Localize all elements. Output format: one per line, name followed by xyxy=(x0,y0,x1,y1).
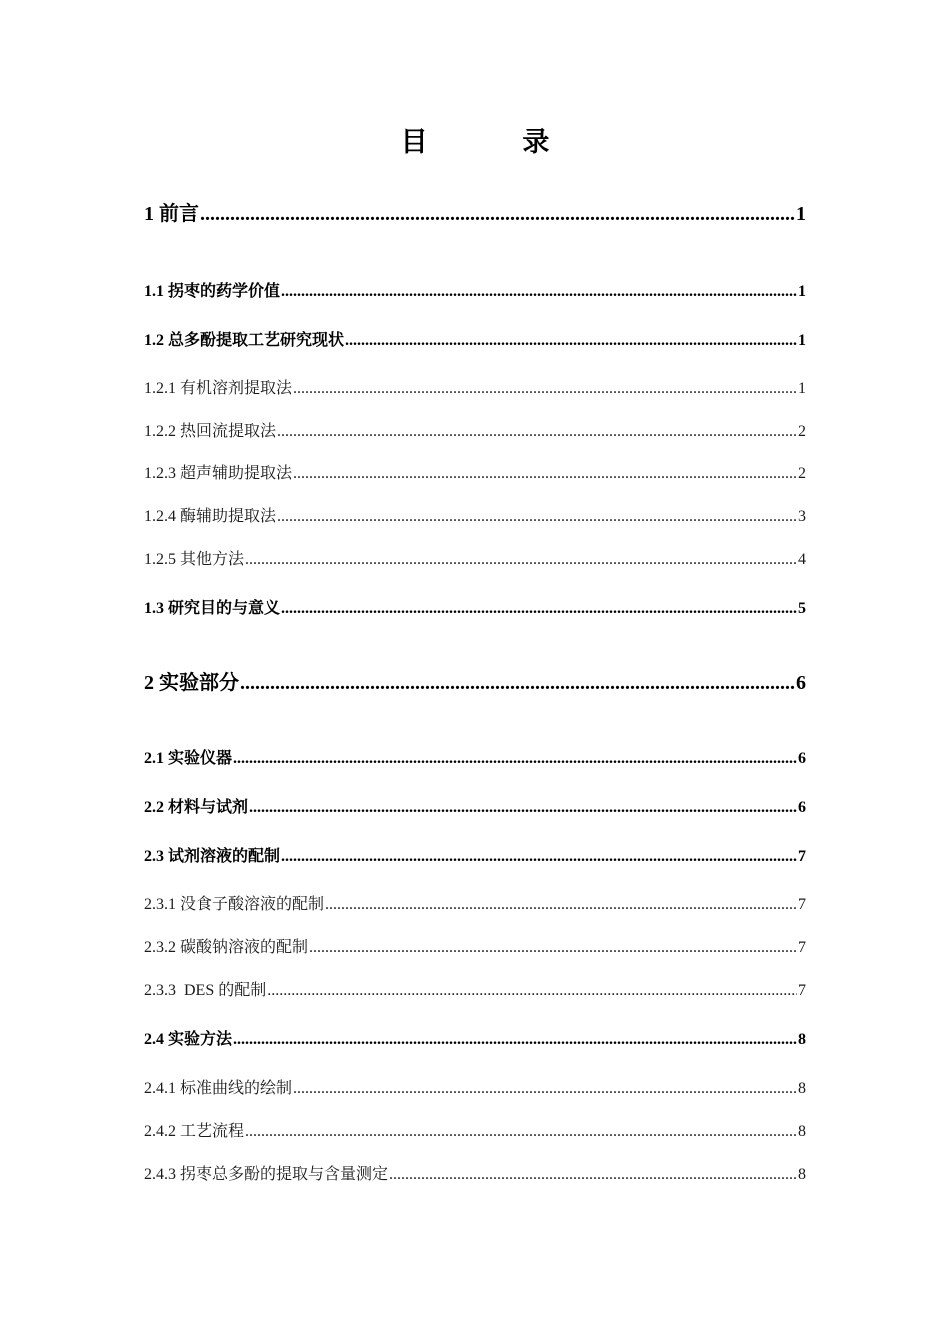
toc-entry-label: 2.4 实验方法 xyxy=(144,1031,233,1048)
toc-entry-label: 2.3.2 碳酸钠溶液的配制 xyxy=(144,939,309,956)
toc-entry-page: 1 xyxy=(798,283,806,300)
toc-dot-leader xyxy=(249,797,797,819)
toc-entry-page: 6 xyxy=(798,750,806,767)
toc-entry-page: 7 xyxy=(798,848,806,865)
toc-entry-2-3-2[interactable] xyxy=(144,937,806,959)
toc-entry-label: 1.3 研究目的与意义 xyxy=(144,600,281,617)
toc-dot-leader xyxy=(325,894,797,916)
toc-entry-1-2-3[interactable] xyxy=(144,463,806,485)
toc-entry-page: 6 xyxy=(798,799,806,816)
toc-entry-1[interactable] xyxy=(144,201,806,227)
toc-dot-leader xyxy=(240,670,795,696)
toc-dot-leader xyxy=(309,937,797,959)
toc-entry-label: 1.2.5 其他方法 xyxy=(144,551,245,568)
toc-entry-1-2-5[interactable] xyxy=(144,549,806,571)
toc-entry-page: 1 xyxy=(796,203,806,225)
toc-dot-leader xyxy=(293,463,797,485)
toc-dot-leader xyxy=(245,1121,797,1143)
toc-entry-label: 1.2.2 热回流提取法 xyxy=(144,423,277,440)
toc-entry-label: 2.3.1 没食子酸溶液的配制 xyxy=(144,896,325,913)
toc-entry-label: 2.1 实验仪器 xyxy=(144,750,233,767)
toc-entry-label: 2.4.2 工艺流程 xyxy=(144,1123,245,1140)
toc-entry-page: 7 xyxy=(798,896,806,913)
toc-entry-2-4-3[interactable] xyxy=(144,1164,806,1186)
toc-title: 目 录 xyxy=(400,127,594,157)
toc-entry-label: 1.2.1 有机溶剂提取法 xyxy=(144,380,293,397)
toc-entry-label: 1.2.4 酶辅助提取法 xyxy=(144,508,277,525)
toc-entry-label: 2.3 试剂溶液的配制 xyxy=(144,848,281,865)
toc-entry-2-1[interactable] xyxy=(144,748,806,770)
toc-dot-leader xyxy=(233,1029,797,1051)
toc-entry-label: 2.4.3 拐枣总多酚的提取与含量测定 xyxy=(144,1166,389,1183)
toc-entry-page: 3 xyxy=(798,508,806,525)
toc-entry-1-2-2[interactable] xyxy=(144,421,806,443)
toc-entry-page: 1 xyxy=(798,380,806,397)
toc-dot-leader xyxy=(277,421,797,443)
toc-entry-page: 8 xyxy=(798,1031,806,1048)
toc-dot-leader xyxy=(200,201,795,227)
toc-entry-2-3-3[interactable] xyxy=(144,980,806,1002)
toc-entry-page: 2 xyxy=(798,465,806,482)
toc-entry-label: 1.2.3 超声辅助提取法 xyxy=(144,465,293,482)
toc-dot-leader xyxy=(281,281,797,303)
toc-entry-2-4-2[interactable] xyxy=(144,1121,806,1143)
toc-dot-leader xyxy=(245,549,797,571)
toc-dot-leader xyxy=(345,330,797,352)
toc-entry-2[interactable] xyxy=(144,670,806,696)
toc-dot-leader xyxy=(293,378,797,400)
toc-entry-label: 2.3.3 DES 的配制 xyxy=(144,982,267,999)
toc-entry-page: 6 xyxy=(796,672,806,694)
toc-entry-label: 2.2 材料与试剂 xyxy=(144,799,249,816)
toc-entry-page: 2 xyxy=(798,423,806,440)
toc-entry-1-3[interactable] xyxy=(144,598,806,620)
toc-dot-leader xyxy=(281,846,797,868)
toc-dot-leader xyxy=(277,506,797,528)
toc-entry-2-4-1[interactable] xyxy=(144,1078,806,1100)
toc-entry-page: 7 xyxy=(798,939,806,956)
toc-entry-label: 2.4.1 标准曲线的绘制 xyxy=(144,1080,293,1097)
toc-entry-2-2[interactable] xyxy=(144,797,806,819)
toc-dot-leader xyxy=(267,980,797,1002)
toc-entry-page: 7 xyxy=(798,982,806,999)
toc-entry-page: 4 xyxy=(798,551,806,568)
toc-entry-2-3-1[interactable] xyxy=(144,894,806,916)
toc-entry-page: 8 xyxy=(798,1080,806,1097)
toc-entry-2-4[interactable] xyxy=(144,1029,806,1051)
toc-entry-page: 8 xyxy=(798,1166,806,1183)
toc-entry-label: 1.2 总多酚提取工艺研究现状 xyxy=(144,332,345,349)
toc-entry-page: 5 xyxy=(798,600,806,617)
toc-entry-label: 2 实验部分 xyxy=(144,672,239,694)
toc-entry-1-2-4[interactable] xyxy=(144,506,806,528)
toc-entry-label: 1.1 拐枣的药学价值 xyxy=(144,283,281,300)
toc-entry-1-2-1[interactable] xyxy=(144,378,806,400)
toc-entry-1-2[interactable] xyxy=(144,330,806,352)
toc-entry-label: 1 前言 xyxy=(144,203,199,225)
toc-dot-leader xyxy=(233,748,797,770)
toc-entry-page: 8 xyxy=(798,1123,806,1140)
toc-entry-1-1[interactable] xyxy=(144,281,806,303)
toc-entry-page: 1 xyxy=(798,332,806,349)
toc-dot-leader xyxy=(293,1078,797,1100)
toc-dot-leader xyxy=(389,1164,797,1186)
toc-dot-leader xyxy=(281,598,797,620)
toc-entry-2-3[interactable] xyxy=(144,846,806,868)
